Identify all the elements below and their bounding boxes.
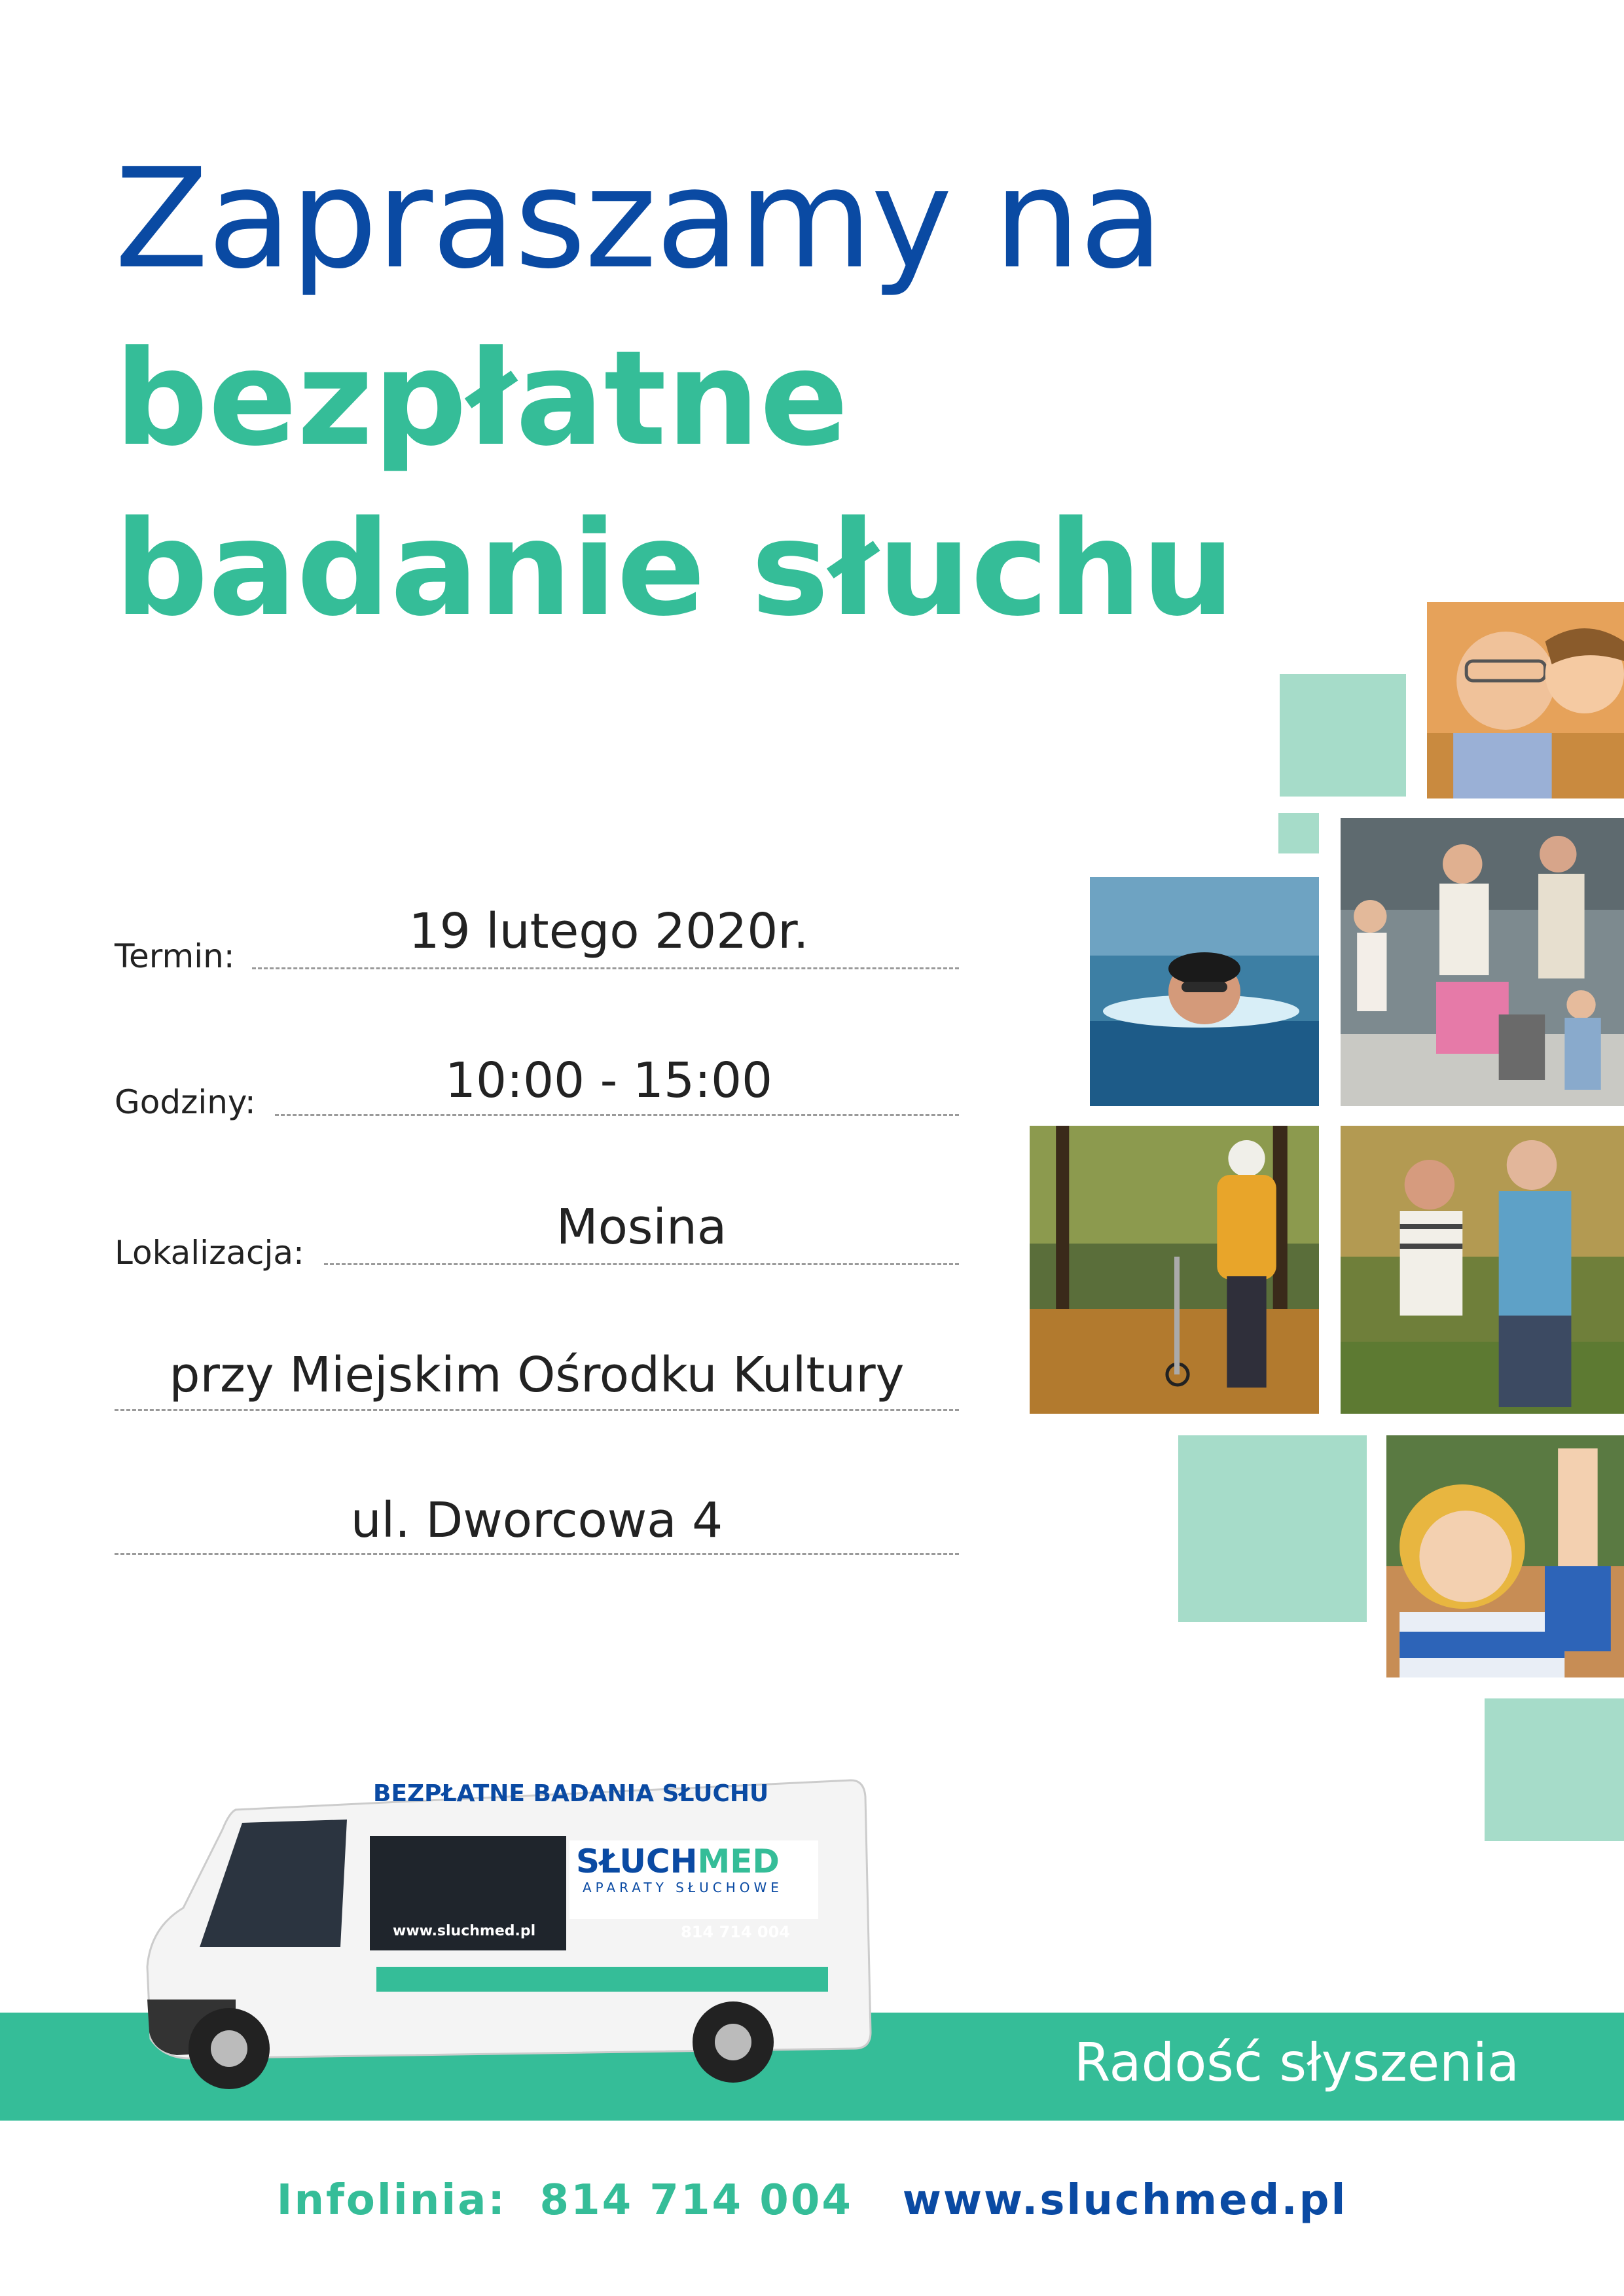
godziny-value: 10:00 - 15:00 [444, 1052, 773, 1109]
deco-square-small [1278, 813, 1319, 853]
lokalizacja-value: Mosina [556, 1199, 727, 1255]
van-logo [576, 1842, 780, 1880]
slogan: Radość słyszenia [1074, 2032, 1519, 2093]
deco-square [1178, 1435, 1367, 1622]
van-logo-part1: SŁUCH [576, 1842, 698, 1880]
van-logo-sub: APARATY SŁUCHOWE [583, 1880, 783, 1895]
headline-line1: Zapraszamy na [115, 139, 1163, 299]
headline-line3: badanie słuchu [115, 493, 1235, 645]
van-logo-part2: MED [697, 1842, 780, 1880]
photo-boy-raising-hand [1386, 1435, 1624, 1677]
deco-square [1280, 674, 1406, 797]
website-link[interactable]: www.sluchmed.pl [902, 2176, 1348, 2225]
photo-couple-nordic-walking [1341, 1126, 1624, 1414]
infolinia-label: Infolinia: [276, 2176, 507, 2225]
address-line1: przy Miejskim Ośrodku Kultury [169, 1347, 905, 1403]
address-line2: ul. Dworcowa 4 [350, 1492, 723, 1549]
van-phone: 814 714 004 [681, 1923, 791, 1941]
address-line1-underline [115, 1409, 959, 1411]
address-line2-underline [115, 1553, 959, 1555]
deco-square [1485, 1698, 1624, 1841]
infolinia-phone[interactable]: 814 714 004 [539, 2176, 853, 2225]
termin-line [252, 967, 959, 969]
photo-swimmer [1090, 877, 1319, 1106]
photo-family-airport [1341, 818, 1624, 1106]
van-banner: BEZPŁATNE BADANIA SŁUCHU [373, 1780, 769, 1807]
van-web: www.sluchmed.pl [393, 1923, 536, 1939]
godziny-line [275, 1114, 959, 1116]
termin-value: 19 lutego 2020r. [408, 903, 809, 960]
headline-line2: bezpłatne [115, 323, 849, 475]
lokalizacja-line [324, 1263, 959, 1265]
photo-woman-bicycle [1030, 1126, 1319, 1414]
termin-label: Termin: [115, 937, 235, 975]
footer [0, 2176, 1624, 2225]
lokalizacja-label: Lokalizacja: [115, 1234, 304, 1272]
photo-grandfather-child [1427, 602, 1624, 798]
godziny-label: Godziny: [115, 1083, 256, 1121]
